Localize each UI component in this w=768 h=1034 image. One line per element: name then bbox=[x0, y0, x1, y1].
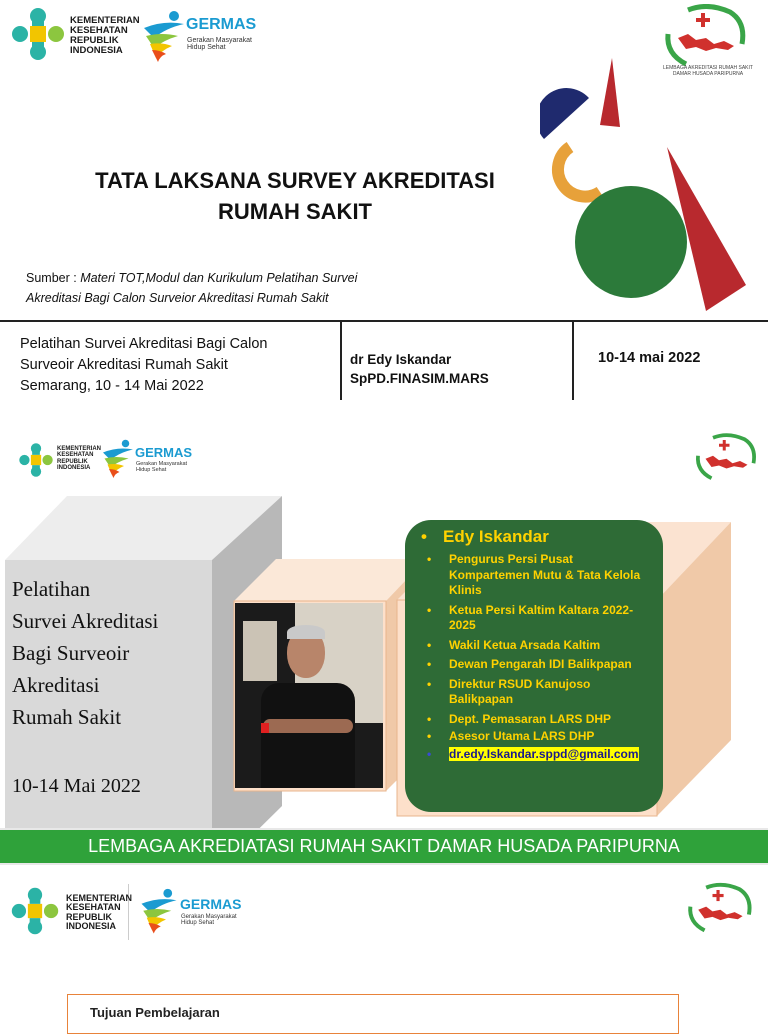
footer-line: SpPD.FINASIM.MARS bbox=[350, 371, 489, 386]
presenter-photo bbox=[235, 603, 383, 788]
card-name: Edy Iskandar bbox=[443, 527, 549, 546]
profile-card bbox=[405, 520, 663, 812]
kemenkes-emblem-icon bbox=[10, 6, 66, 62]
germas-logo bbox=[140, 6, 265, 62]
card-item-text: Dept. Pemasaran LARS DHP bbox=[449, 711, 612, 726]
card-list-item: • Direktur RSUD Kanujoso Balikpapan bbox=[427, 676, 591, 706]
footer-presenter bbox=[350, 350, 570, 388]
navy-half-circle-shape bbox=[540, 88, 589, 139]
box-line: Rumah Sakit bbox=[12, 705, 122, 729]
germas-swoosh-icon bbox=[140, 6, 188, 62]
box-line: Bagi Surveoir bbox=[12, 641, 130, 665]
kemenkes-line: KESEHATAN bbox=[66, 902, 121, 913]
footer-line: dr Edy Iskandar bbox=[350, 352, 452, 367]
card-list-item: • Ketua Persi Kaltim Kaltara 2022-2025 bbox=[427, 602, 634, 632]
card-name-row: • Edy Iskandar bbox=[421, 527, 549, 546]
indonesia-map-icon bbox=[684, 882, 760, 936]
kemenkes-logo bbox=[10, 884, 133, 940]
germas-logo bbox=[100, 435, 200, 480]
kemenkes-logo bbox=[10, 6, 140, 62]
card-item-text: Dewan Pengarah IDI Balikpapan bbox=[449, 657, 632, 671]
germas-sub-line: Hidup Sehat bbox=[187, 44, 226, 52]
slide-2 bbox=[0, 425, 768, 867]
lars-dhp-logo bbox=[692, 433, 764, 499]
card-item-text: Direktur RSUD Kanujoso Balikpapan bbox=[449, 676, 591, 706]
card-email-item: • dr.edy.Iskandar.sppd@gmail.com bbox=[427, 746, 639, 761]
kemenkes-line: REPUBLIK bbox=[66, 911, 113, 922]
source-text: Akreditasi Bagi Calon Surveior Akreditasi Rumah Sakit bbox=[26, 291, 329, 305]
germas-word: GERMAS bbox=[180, 896, 242, 912]
germas-swoosh-icon bbox=[100, 435, 136, 479]
source-text: Materi TOT,Modul dan Kurikulum Pelatihan Survei bbox=[80, 271, 358, 285]
card-list-item: • Dept. Pemasaran LARS DHP bbox=[427, 711, 612, 726]
germas-word: GERMAS bbox=[186, 16, 257, 33]
kemenkes-line: KEMENTERIAN bbox=[70, 15, 140, 26]
germas-logo bbox=[138, 884, 258, 934]
card-list-item: • Asesor Utama LARS DHP bbox=[427, 729, 595, 743]
small-red-triangle-shape bbox=[600, 58, 620, 127]
box-line: Akreditasi bbox=[12, 673, 100, 697]
kemenkes-logo bbox=[18, 440, 103, 480]
card-item-text: Pengurus Persi Pusat Kompartemen Mutu & Tata Kelola Klinis bbox=[449, 552, 641, 597]
kemenkes-line: REPUBLIK bbox=[57, 458, 88, 465]
banner-text: LEMBAGA AKREDIATASI RUMAH SAKIT DAMAR HUSADA PARIPURNA bbox=[88, 836, 680, 856]
lars-dhp-logo bbox=[684, 882, 760, 942]
card-list-item: • Dewan Pengarah IDI Balikpapan bbox=[427, 657, 632, 671]
box-date: 10-14 Mai 2022 bbox=[12, 775, 141, 797]
title-line: RUMAH SAKIT bbox=[218, 199, 372, 224]
card-item-text: Wakil Ketua Arsada Kaltim bbox=[449, 637, 601, 652]
orange-arc-shape bbox=[558, 147, 600, 197]
card-list-item: • Pengurus Persi Pusat Kompartemen Mutu & Tata Kelola Klinis bbox=[427, 552, 641, 597]
box-line: Pelatihan bbox=[12, 577, 91, 601]
germas-sub-line: Hidup Sehat bbox=[181, 920, 215, 927]
kemenkes-emblem-icon bbox=[10, 886, 60, 936]
box-caption bbox=[12, 573, 207, 733]
title-line: TATA LAKSANA SURVEY AKREDITASI bbox=[95, 168, 495, 193]
kemenkes-line: INDONESIA bbox=[70, 44, 123, 56]
footer-date: 10-14 mai 2022 bbox=[598, 350, 701, 366]
germas-sub-line: Gerakan Masyarakat bbox=[187, 37, 252, 44]
germas-word: GERMAS bbox=[135, 445, 193, 460]
germas-sub-line: Gerakan Masyarakat bbox=[136, 461, 188, 467]
germas-sub-line: Gerakan Masyarakat bbox=[181, 914, 237, 920]
germas-swoosh-icon bbox=[138, 884, 180, 934]
kemenkes-line: KESEHATAN bbox=[57, 452, 94, 459]
box-line: Survei Akreditasi bbox=[12, 609, 159, 633]
objectives-heading: Tujuan Pembelajaran bbox=[90, 1005, 220, 1020]
footer-banner bbox=[0, 828, 768, 865]
objectives-box bbox=[67, 994, 679, 1034]
badge-line: LEMBAGA AKREDITASI RUMAH SAKIT bbox=[663, 65, 753, 71]
germas-sub-line: Hidup Sehat bbox=[136, 466, 167, 473]
source-label: Sumber : bbox=[26, 271, 81, 285]
card-list-item: • Wakil Ketua Arsada Kaltim bbox=[427, 637, 601, 652]
indonesia-map-icon bbox=[692, 433, 764, 483]
kemenkes-line: INDONESIA bbox=[57, 464, 91, 471]
kemenkes-line: INDONESIA bbox=[66, 921, 117, 932]
footer-band bbox=[0, 320, 768, 402]
kemenkes-line: REPUBLIK bbox=[70, 34, 119, 46]
footer-line: Semarang, 10 - 14 Mai 2022 bbox=[20, 378, 204, 394]
kemenkes-line: KEMENTERIAN bbox=[57, 446, 102, 452]
badge-line: DAMAR HUSADA PARIPURNA bbox=[672, 70, 744, 77]
decorative-shapes bbox=[540, 55, 768, 320]
slide-3 bbox=[0, 870, 768, 1024]
footer-line: Surveoir Akreditasi Rumah Sakit bbox=[20, 357, 228, 373]
kemenkes-emblem-icon bbox=[18, 442, 54, 478]
kemenkes-line: KEMENTERIAN bbox=[66, 893, 133, 903]
kemenkes-line: KESEHATAN bbox=[70, 24, 128, 36]
card-item-text: Ketua Persi Kaltim Kaltara 2022-2025 bbox=[449, 602, 634, 632]
card-item-text: Asesor Utama LARS DHP bbox=[449, 729, 595, 743]
slide-1 bbox=[0, 0, 768, 410]
card-email[interactable]: dr.edy.Iskandar.sppd@gmail.com bbox=[449, 746, 639, 761]
footer-line: Pelatihan Survei Akreditasi Bagi Calon bbox=[20, 336, 268, 352]
green-circle-shape bbox=[575, 186, 687, 298]
footer-training bbox=[20, 334, 335, 397]
source-note bbox=[26, 268, 526, 308]
card-list bbox=[421, 552, 651, 762]
slide-title bbox=[50, 165, 540, 227]
